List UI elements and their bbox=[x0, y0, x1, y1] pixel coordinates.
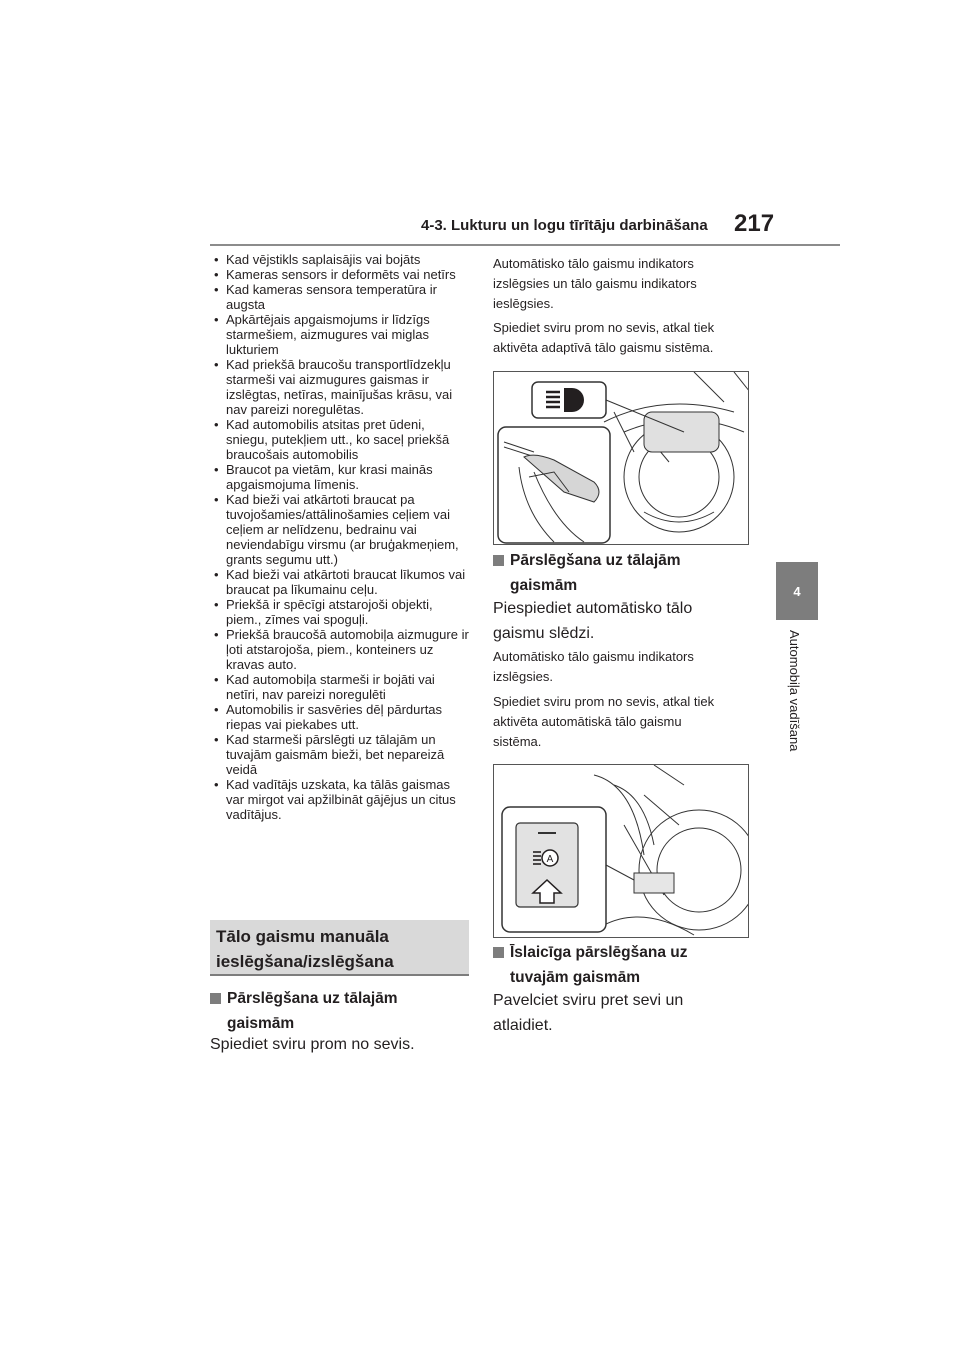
text-line: sistēma. bbox=[493, 734, 542, 749]
chapter-label-text: Automobiļa vadīšana bbox=[787, 630, 802, 752]
instruction-text bbox=[493, 988, 773, 1038]
list-item: • Kad vadītājs uzskata, ka tālās gaismas var mirgot vai apžilbināt gājējus un citus vadītājus. bbox=[210, 777, 470, 822]
instruction-text: Spiediet sviru prom no sevis. bbox=[210, 1036, 415, 1053]
subheading-line: Pārslēgšana uz tālajām bbox=[227, 990, 398, 1007]
subheading-high-beam bbox=[210, 986, 398, 1036]
subheading-low-beam-temp bbox=[493, 940, 687, 990]
lever-illustration bbox=[494, 372, 749, 545]
header-rule bbox=[210, 244, 840, 246]
list-item: • Kameras sensors ir deformēts vai netīrs bbox=[210, 267, 470, 282]
list-item: • Kad automobilis atsitas pret ūdeni, sniegu, putekļiem utt., ko saceļ priekšā braucošais automobilis bbox=[210, 417, 470, 462]
list-item: • Kad automobiļa starmeši ir bojāti vai netīri, nav pareizi noregulēti bbox=[210, 672, 470, 702]
section-header: 4-3. Lukturu un logu tīrītāju darbināšana bbox=[421, 217, 708, 234]
list-item: • Kad vējstikls saplaisājis vai bojāts bbox=[210, 252, 470, 267]
subheading-line: Pārslēgšana uz tālajām bbox=[510, 552, 681, 569]
subheading-line: gaismām bbox=[510, 577, 578, 594]
page-number: 217 bbox=[734, 210, 775, 237]
text-line: atlaidiet. bbox=[493, 1017, 553, 1034]
text-line: Automātisko tālo gaismu indikators bbox=[493, 649, 694, 664]
switch-illustration bbox=[494, 765, 749, 938]
paragraph-indicator bbox=[493, 254, 773, 314]
instruction-text bbox=[493, 596, 773, 646]
text-line: gaismu slēdzi. bbox=[493, 625, 595, 642]
text-line: Automātisko tālo gaismu indikators bbox=[493, 256, 694, 271]
text-line: Spiediet sviru prom no sevis, atkal tiek bbox=[493, 320, 715, 335]
list-item: • Kad starmeši pārslēgti uz tālajām un tuvajām gaismām bieži, bet nepareizā veidā bbox=[210, 732, 470, 777]
text-line: Pavelciet sviru pret sevi un bbox=[493, 992, 684, 1009]
section-heading-box bbox=[210, 920, 469, 976]
figure-auto-switch bbox=[493, 764, 749, 938]
condition-list bbox=[210, 252, 470, 822]
list-item: • Priekšā ir spēcīgi atstarojoši objekti, piem., zīmes vai spoguļi. bbox=[210, 597, 470, 627]
chapter-tab: 4 bbox=[776, 562, 818, 620]
paragraph-adaptive bbox=[493, 318, 773, 358]
paragraph-auto-system bbox=[493, 692, 773, 752]
list-item: • Kad priekšā braucošu transportlīdzekļu starmeši vai aizmugures gaismas ir izslēgtas, netīras, mainījušas krāsu, vai nav pareizi noregulētas. bbox=[210, 357, 470, 417]
text-line: ieslēgsies. bbox=[493, 296, 554, 311]
subheading-high-beam-auto bbox=[493, 548, 681, 598]
text-line: Spiediet sviru prom no sevis, atkal tiek bbox=[493, 694, 715, 709]
section-heading-line2: ieslēgšana/izslēgšana bbox=[216, 952, 394, 971]
subheading-line: gaismām bbox=[227, 1015, 295, 1032]
text-line: aktivēta adaptīvā tālo gaismu sistēma. bbox=[493, 340, 714, 355]
subheading-line: tuvajām gaismām bbox=[510, 969, 641, 986]
list-item: • Kad bieži vai atkārtoti braucat pa tuvojošamies/attālinošamies ceļiem vai ceļiem ar nelīdzenu, bedrainu vai neviendabīgu virsmu (ar bruģakmeņiem, grants segumu utt.) bbox=[210, 492, 470, 567]
text-line: aktivēta automātiskā tālo gaismu bbox=[493, 714, 682, 729]
chapter-label bbox=[785, 630, 807, 790]
list-item: • Kad bieži vai atkārtoti braucat līkumos vai braucat pa līkumainu ceļu. bbox=[210, 567, 470, 597]
subheading-line: Īslaicīga pārslēgšana uz bbox=[510, 944, 688, 961]
text-line: izslēgsies un tālo gaismu indikators bbox=[493, 276, 697, 291]
svg-text:A: A bbox=[546, 854, 554, 865]
figure-lever-push bbox=[493, 371, 749, 545]
list-item: • Braucot pa vietām, kur krasi mainās apgaismojuma līmenis. bbox=[210, 462, 470, 492]
text-line: izslēgsies. bbox=[493, 669, 553, 684]
list-item: • Automobilis ir sasvēries dēļ pārdurtas riepas vai piekabes utt. bbox=[210, 702, 470, 732]
text-line: Piespiediet automātisko tālo bbox=[493, 600, 693, 617]
section-heading-line1: Tālo gaismu manuāla bbox=[216, 927, 389, 946]
list-item: • Apkārtējais apgaismojums ir līdzīgs starmešiem, aizmugures vai miglas lukturiem bbox=[210, 312, 470, 357]
left-column bbox=[210, 252, 470, 822]
list-item: • Kad kameras sensora temperatūra ir augsta bbox=[210, 282, 470, 312]
paragraph-indicator-off bbox=[493, 647, 773, 687]
list-item: • Priekšā braucošā automobiļa aizmugure ir ļoti atstarojoša, piem., konteiners uz kravas auto. bbox=[210, 627, 470, 672]
